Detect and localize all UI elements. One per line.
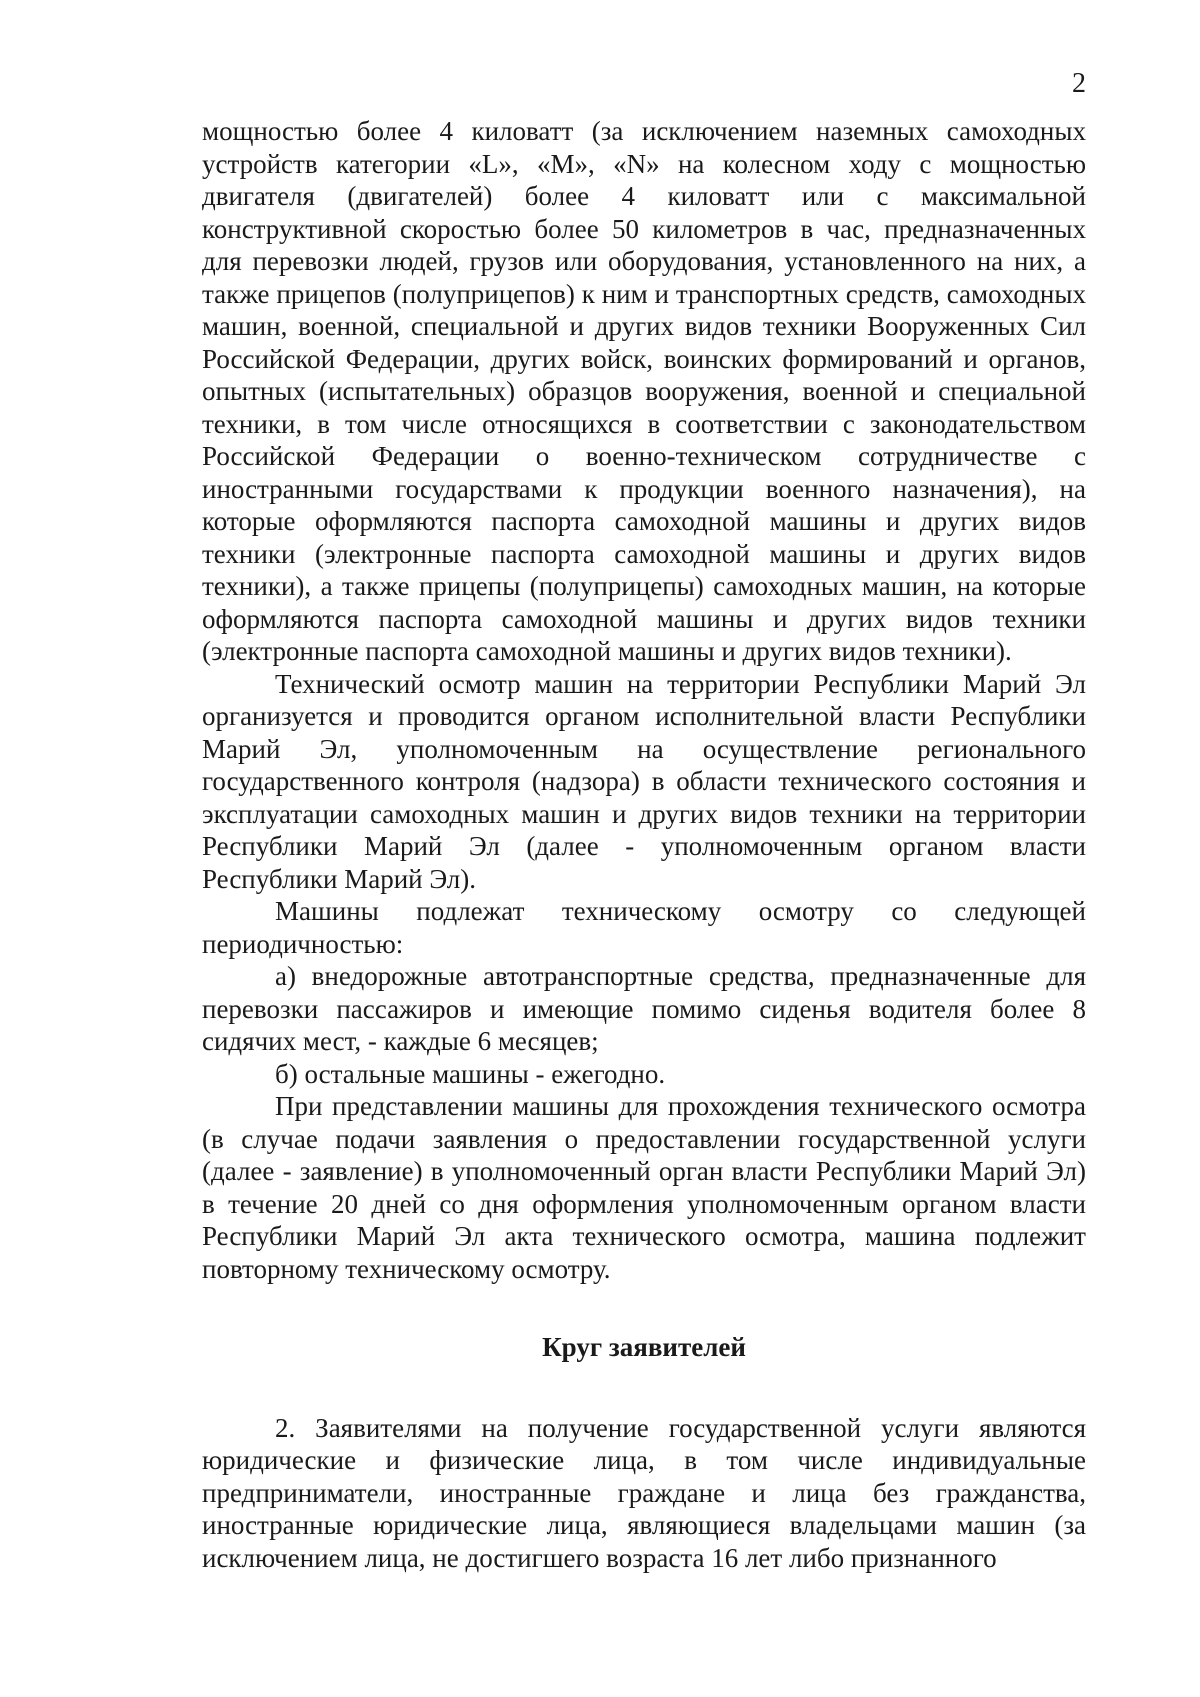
list-item-b: б) остальные машины - ежегодно. [275,1058,666,1089]
paragraph-periodicity: Машины подлежат техническому осмотру со следующей периодичностью: [202,896,1086,959]
paragraph-applicants: 2. Заявителями на получение государственной услуги являются юридические и физические лица, в том числе индивидуальные предприниматели, иностранные граждане и лица без гражданства, иностранные юридические лица, являющиеся владельцами машин (за исключением лица, не достигшего возраста 16 лет либо признанного [202,1412,1086,1573]
paragraph-inspection-organization: Технический осмотр машин на территории Республики Марий Эл организуется и проводится органом исполнительной власти Республики Марий Эл, уполномоченным на осуществление регионального государственного контроля (надзора) в области технического состояния и эксплуатации самоходных машин и других видов техники на территории Республики Марий Эл (далее - уполномоченным органом власти Республики Марий Эл). [202,668,1086,894]
document-body [202,115,1086,1574]
page-number: 2 [1072,68,1086,99]
list-item-a: а) внедорожные автотранспортные средства, предназначенные для перевозки пассажиров и имеющие помимо сиденья водителя более 8 сидячих мест, - каждые 6 месяцев; [202,961,1086,1056]
paragraph-continuation: мощностью более 4 киловатт (за исключением наземных самоходных устройств категории «L», «M», «N» на колесном ходу с мощностью двигателя (двигателей) более 4 киловатт или с максимальной конструктивной скоростью более 50 километров в час, предназначенных для перевозки людей, грузов или оборудования, установленного на них, а также прицепов (полуприцепов) к ним и транспортных средств, самоходных машин, военной, специальной и других видов техники Вооруженных Сил Российской Федерации, других войск, воинских формирований и органов, опытных (испытательных) образцов вооружения, военной и специальной техники, в том числе относящихся в соответствии с законодательством Российской Федерации о военно-техническом сотрудничестве с иностранными государствами к продукции военного назначения), на которые оформляются паспорта самоходной машины и других видов техники (электронные паспорта самоходной машины и других видов техники), а также прицепы (полуприцепы) самоходных машин, на которые оформляются паспорта самоходной машины и других видов техники (электронные паспорта самоходной машины и других видов техники). [202,116,1086,666]
section-heading-applicants: Круг заявителей [542,1332,746,1362]
paragraph-repeat-inspection: При представлении машины для прохождения технического осмотра (в случае подачи заявления о предоставлении государственной услуги (далее - заявление) в уполномоченный орган власти Республики Марий Эл) в течение 20 дней со дня оформления уполномоченным органом власти Республики Марий Эл акта технического осмотра, машина подлежит повторному техническому осмотру. [202,1091,1086,1284]
